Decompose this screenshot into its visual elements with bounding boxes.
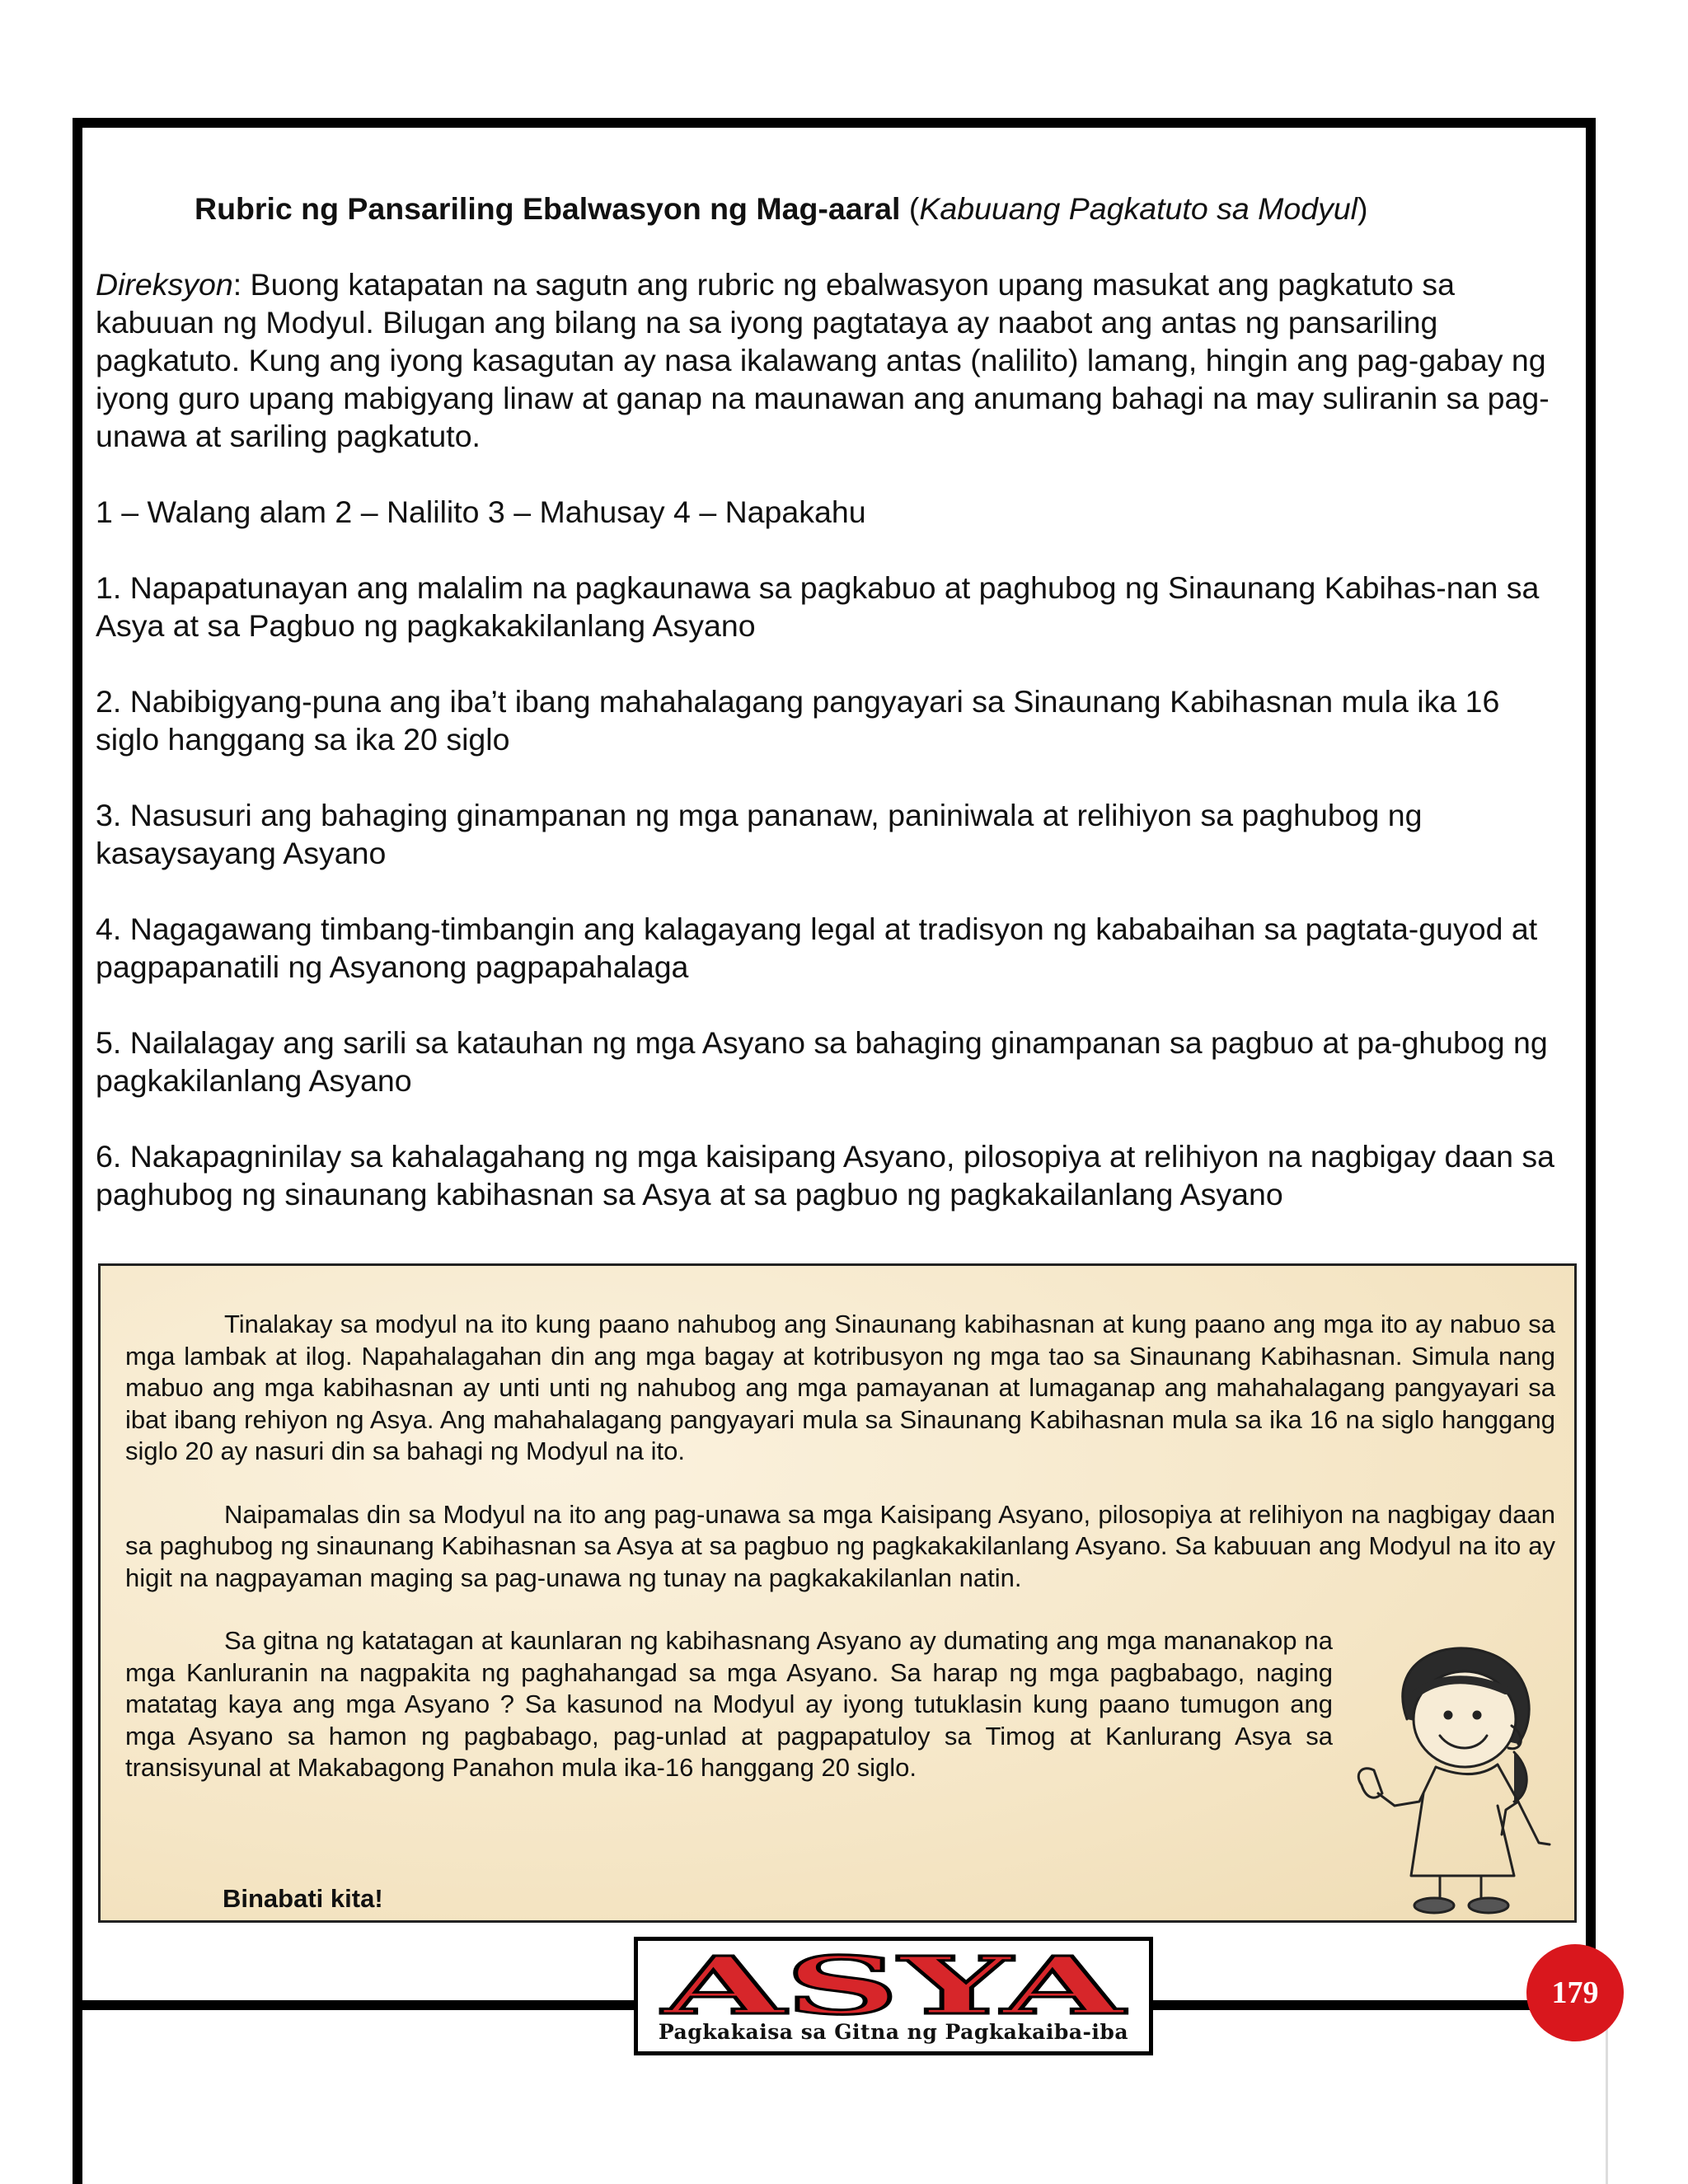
asya-logo xyxy=(634,1937,1153,2055)
rating-scale: 1 – Walang alam 2 – Nalilito 3 – Mahusay 4 – Napakahu xyxy=(96,494,866,529)
direction-label: Direksyon xyxy=(96,267,233,302)
rubric-item: 3. Nasusuri ang bahaging ginampanan ng mga pananaw, paniniwala at relihiyon sa paghubog ng kasaysayang Asyano xyxy=(96,798,1423,870)
rubric-item: 6. Nakapagninilay sa kahalagahang ng mga kaisipang Asyano, pilosopiya at relihiyon na nagbigay daan sa paghubog ng sinaunang kabihasnan sa Asya at sa pagbuo ng pagkakailanlang Asyano xyxy=(96,1139,1554,1212)
rubric-title-main: Rubric ng Pansariling Ebalwasyon ng Mag-aaral xyxy=(195,191,901,226)
page-number: 179 xyxy=(1551,1975,1599,2010)
page-border-right xyxy=(1586,118,1596,2005)
rubric-title-paren-open: ( xyxy=(900,191,920,226)
summary-paragraph: Tinalakay sa modyul na ito kung paano nahubog ang Sinaunang kabihasnan at kung paano ang mga ito ay nabuo sa mga lambak at ilog. Napahalagahan din ang mga bagay at kotribusyon ng mga tao sa Sinaunang Kabihasnan. Simula nang mabuo ang mga kabihasnan ay unti unti ng nahubog ang mga pamayanan at lumaganap ang mahahalagang pangyayari sa ibat ibang rehiyon ng Asya. Ang mahahalagang pangyayari mula sa Sinaunang Kabihasnan mula sa ika 16 na siglo hanggang siglo 20 ay nasuri din sa bahagi ng Modyul na ito. xyxy=(125,1310,1555,1465)
summary-box xyxy=(98,1263,1577,1923)
rubric-section xyxy=(96,190,1563,1251)
girl-thumbs-up-illustration xyxy=(1329,1629,1576,1921)
greeting-text: Binabati kita! xyxy=(223,1884,383,1913)
rubric-item: 5. Nailalagay ang sarili sa katauhan ng mga Asyano sa bahaging ginampanan sa pagbuo at pa-ghubog ng pagkakilanlang Asyano xyxy=(96,1025,1548,1098)
rubric-title-subtitle: Kabuuang Pagkatuto sa Modyul xyxy=(919,191,1358,226)
direction-paragraph xyxy=(96,265,1563,455)
page-border-top xyxy=(73,118,1596,128)
rubric-item: 1. Napapatunayan ang malalim na pagkaunawa sa pagkabuo at paghubog ng Sinaunang Kabihas-nan sa Asya at sa Pagbuo ng pagkakakilanlang Asyano xyxy=(96,570,1540,643)
rubric-title-paren-close: ) xyxy=(1357,191,1368,226)
page-border-left xyxy=(73,118,82,2184)
rubric-item: 4. Nagagawang timbang-timbangin ang kalagayang legal at tradisyon ng kababaihan sa pagtata-guyod at pagpapanatili ng Asyanong pagpapahalaga xyxy=(96,912,1538,984)
logo-subtitle: Pagkakaisa sa Gitna ng Pagkakaiba-iba xyxy=(658,2020,1129,2044)
summary-paragraph: Sa gitna ng katatagan at kaunlaran ng kabihasnang Asyano ay dumating ang mga mananakop na mga Kanluranin na nagpakita ng paghahangad sa mga Asyano. Sa harap ng mga pagbabago, naging matatag kaya ang mga Asyano ? Sa kasunod na Modyul ay iyong tutuklasin kung paano tumugon ang mga Asyano sa hamon ng pagbabago, pag-unlad at pagpapatuloy sa Timog at Kanlurang Asya sa transisyunal at Makabagong Panahon mula ika-16 hanggang 20 siglo. xyxy=(125,1626,1333,1782)
asya-logo-wordmark xyxy=(653,1946,1135,2022)
rubric-item: 2. Nabibigyang-puna ang iba’t ibang mahahalagang pangyayari sa Sinaunang Kabihasnan mula ika 16 siglo hanggang sa ika 20 siglo xyxy=(96,684,1500,757)
logo-title: ASYA xyxy=(661,1946,1128,2022)
direction-text: : Buong katapatan na sagutn ang rubric ng ebalwasyon upang masukat ang pagkatuto sa kabuuan ng Modyul. Bilugan ang bilang na sa iyong pagtataya ay naabot ang antas ng pansariling pagkatuto. Kung ang iyong kasagutan ay nasa ikalawang antas (nalilito) lamang, hingin ang pag-gabay ng iyong guro upang mabigyang linaw at ganap na maunawan ang anumang bahagi na may suliranin sa pag-unawa at sariling pagkatuto. xyxy=(96,267,1550,453)
summary-paragraph: Naipamalas din sa Modyul na ito ang pag-unawa sa mga Kaisipang Asyano, pilosopiya at relihiyon na nagbigay daan sa paghubog ng sinaunang Kabihasnan sa Asya at sa pagbuo ng pagkakakilanlang Asyano. Sa kabuuan ang Modyul na ito ay higit na nagpayaman maging sa pag-unawa ng tunay na pagkakakilanlan natin. xyxy=(125,1499,1555,1592)
rubric-title xyxy=(96,190,1563,227)
